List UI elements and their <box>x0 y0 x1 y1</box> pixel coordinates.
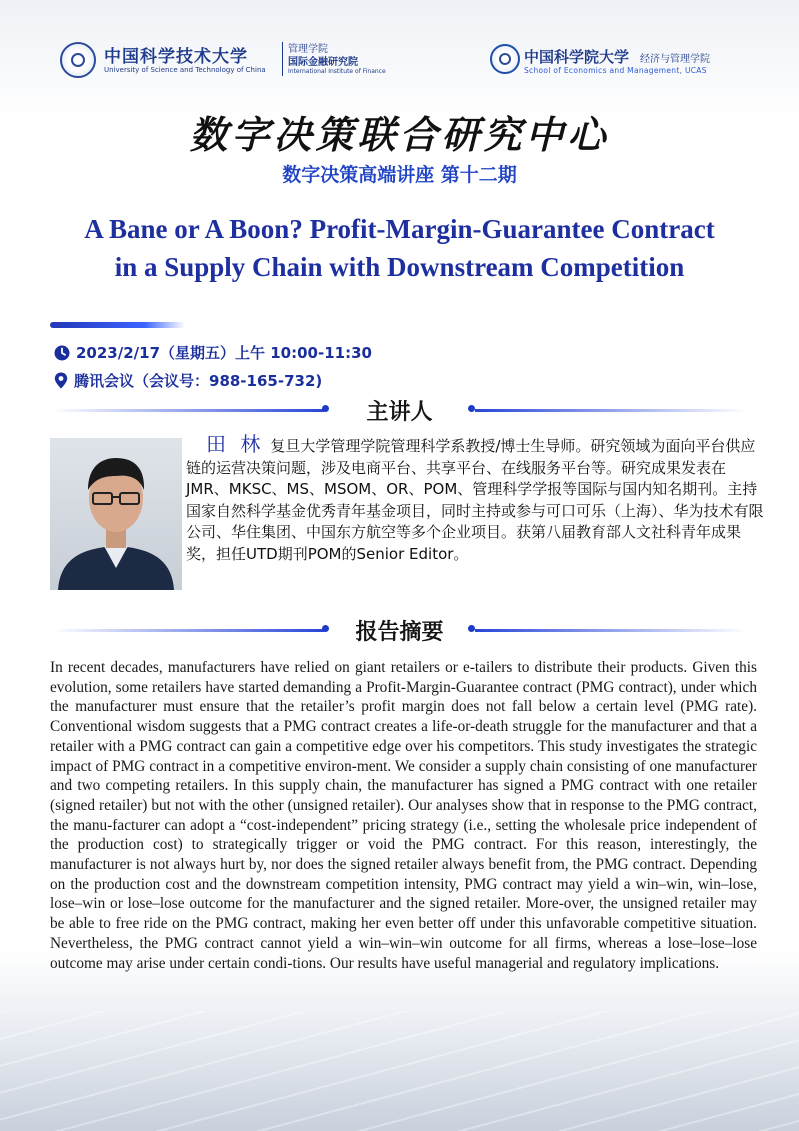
speaker-name: 田 林 <box>206 432 265 456</box>
ucas-school-name: 经济与管理学院 <box>640 54 710 65</box>
ucas-seal-icon <box>490 44 520 74</box>
accent-bar <box>50 322 185 328</box>
speaker-photo <box>50 438 182 590</box>
clock-icon <box>54 345 70 365</box>
event-time <box>54 342 372 365</box>
header-line-right <box>475 629 747 632</box>
ustc-name-cn: 中国科学技术大学 <box>104 47 248 67</box>
speaker-bio-text: 复旦大学管理学院管理科学系教授/博士生导师。研究领域为面向平台供应链的运营决策问题，涉及电商平台、共享平台、在线服务平台等。研究成果发表在JMR、MKSC、MS、MSOM、OR、POM、管理科学学报等国际与国内知名期刊。主持国家自然科学基金优秀青年基金项目，同时主持或参与可口可乐（上海）、华为技术有限公司、华住集团、中国东方航空等多个企业项目。获第八届教育部人文社科青年成果奖，担任UTD期刊POM的Senior Editor。 <box>186 437 764 563</box>
bottom-background <box>0 951 799 1131</box>
talk-title-line-2: in a Supply Chain with Downstream Competition <box>114 252 685 282</box>
event-location-text: 腾讯会议（会议号：988-165-732) <box>74 372 323 390</box>
talk-title <box>30 210 769 286</box>
location-pin-icon <box>54 372 68 393</box>
event-location <box>54 370 322 393</box>
speaker-bio <box>186 434 764 565</box>
logo-divider <box>282 42 283 76</box>
ucas-name-cn: 中国科学院大学 <box>524 48 630 66</box>
abstract-text: In recent decades, manufacturers have relied on giant retailers or e-tailers to distribute their products. Given this evolution, some retailers have started demanding a Profit-Margin-Guarantee contract (PMG contract), under which the manufacturer must ensure that the retailer’s profit margin does not fall below a certain level (PMG rate). Conventional wisdom suggests that a PMG contract creates a life-or-death struggle for the manufacturer and that a retailer with a PMG contract can gain a competitive edge over his competitors. This study investigates the strategic impact of PMG contract in a competitive environ-ment. We consider a supply chain consisting of one manufacturer and two competing retailers. In this supply chain, the manufacturer has signed a PMG contract with one retailer (signed retailer) but not with the other (unsigned retailer). Our analyses show that in response to the PMG contract, the manu-facturer can adopt a “cost-independent” pricing strategy (i.e., setting the wholesale price independent of the production cost) to strategically trigger or void the PMG contract. For this reason, interestingly, the manufacturer is not always hurt by, nor does the signed retailer always benefit from, the PMG contract. Depending on the production cost and the downstream competition intensity, PMG contract may yield a win–win, win–lose, lose–win or lose–lose outcome for the manufacturer and the signed retailer. More-over, the unsigned retailer may be able to free ride on the PMG contract, making her even better off under this unfavorable competitive situation. Nevertheless, the PMG contract cannot yield a win–win–win outcome for all firms, whereas a lose–lose–lose outcome may arise under certain condi-tions. Our results have useful managerial and regulatory implications. <box>50 659 757 972</box>
header-line-right <box>475 409 747 412</box>
lecture-series: 数字决策高端讲座 第十二期 <box>282 164 517 186</box>
speaker-section-title: 主讲人 <box>366 400 433 425</box>
ucas-logo <box>490 44 750 80</box>
ustc-logo <box>60 40 386 82</box>
abstract-section-header <box>0 620 799 659</box>
ustc-name-en: University of Science and Technology of China <box>104 66 266 74</box>
ustc-institute-name: 国际金融研究院 <box>288 57 358 68</box>
center-name: 数字决策联合研究中心 <box>189 112 610 157</box>
talk-title-line-1: A Bane or A Boon? Profit-Margin-Guarantee Contract <box>84 214 715 244</box>
abstract-section-title: 报告摘要 <box>355 620 444 645</box>
event-time-text: 2023/2/17（星期五）上午 10:00-11:30 <box>76 344 372 362</box>
ustc-institute-name-en: International Institute of Finance <box>288 68 386 75</box>
ustc-seal-icon <box>60 42 96 78</box>
ucas-name-en: School of Economics and Management, UCAS <box>524 66 707 75</box>
ustc-school-name: 管理学院 <box>288 44 328 55</box>
